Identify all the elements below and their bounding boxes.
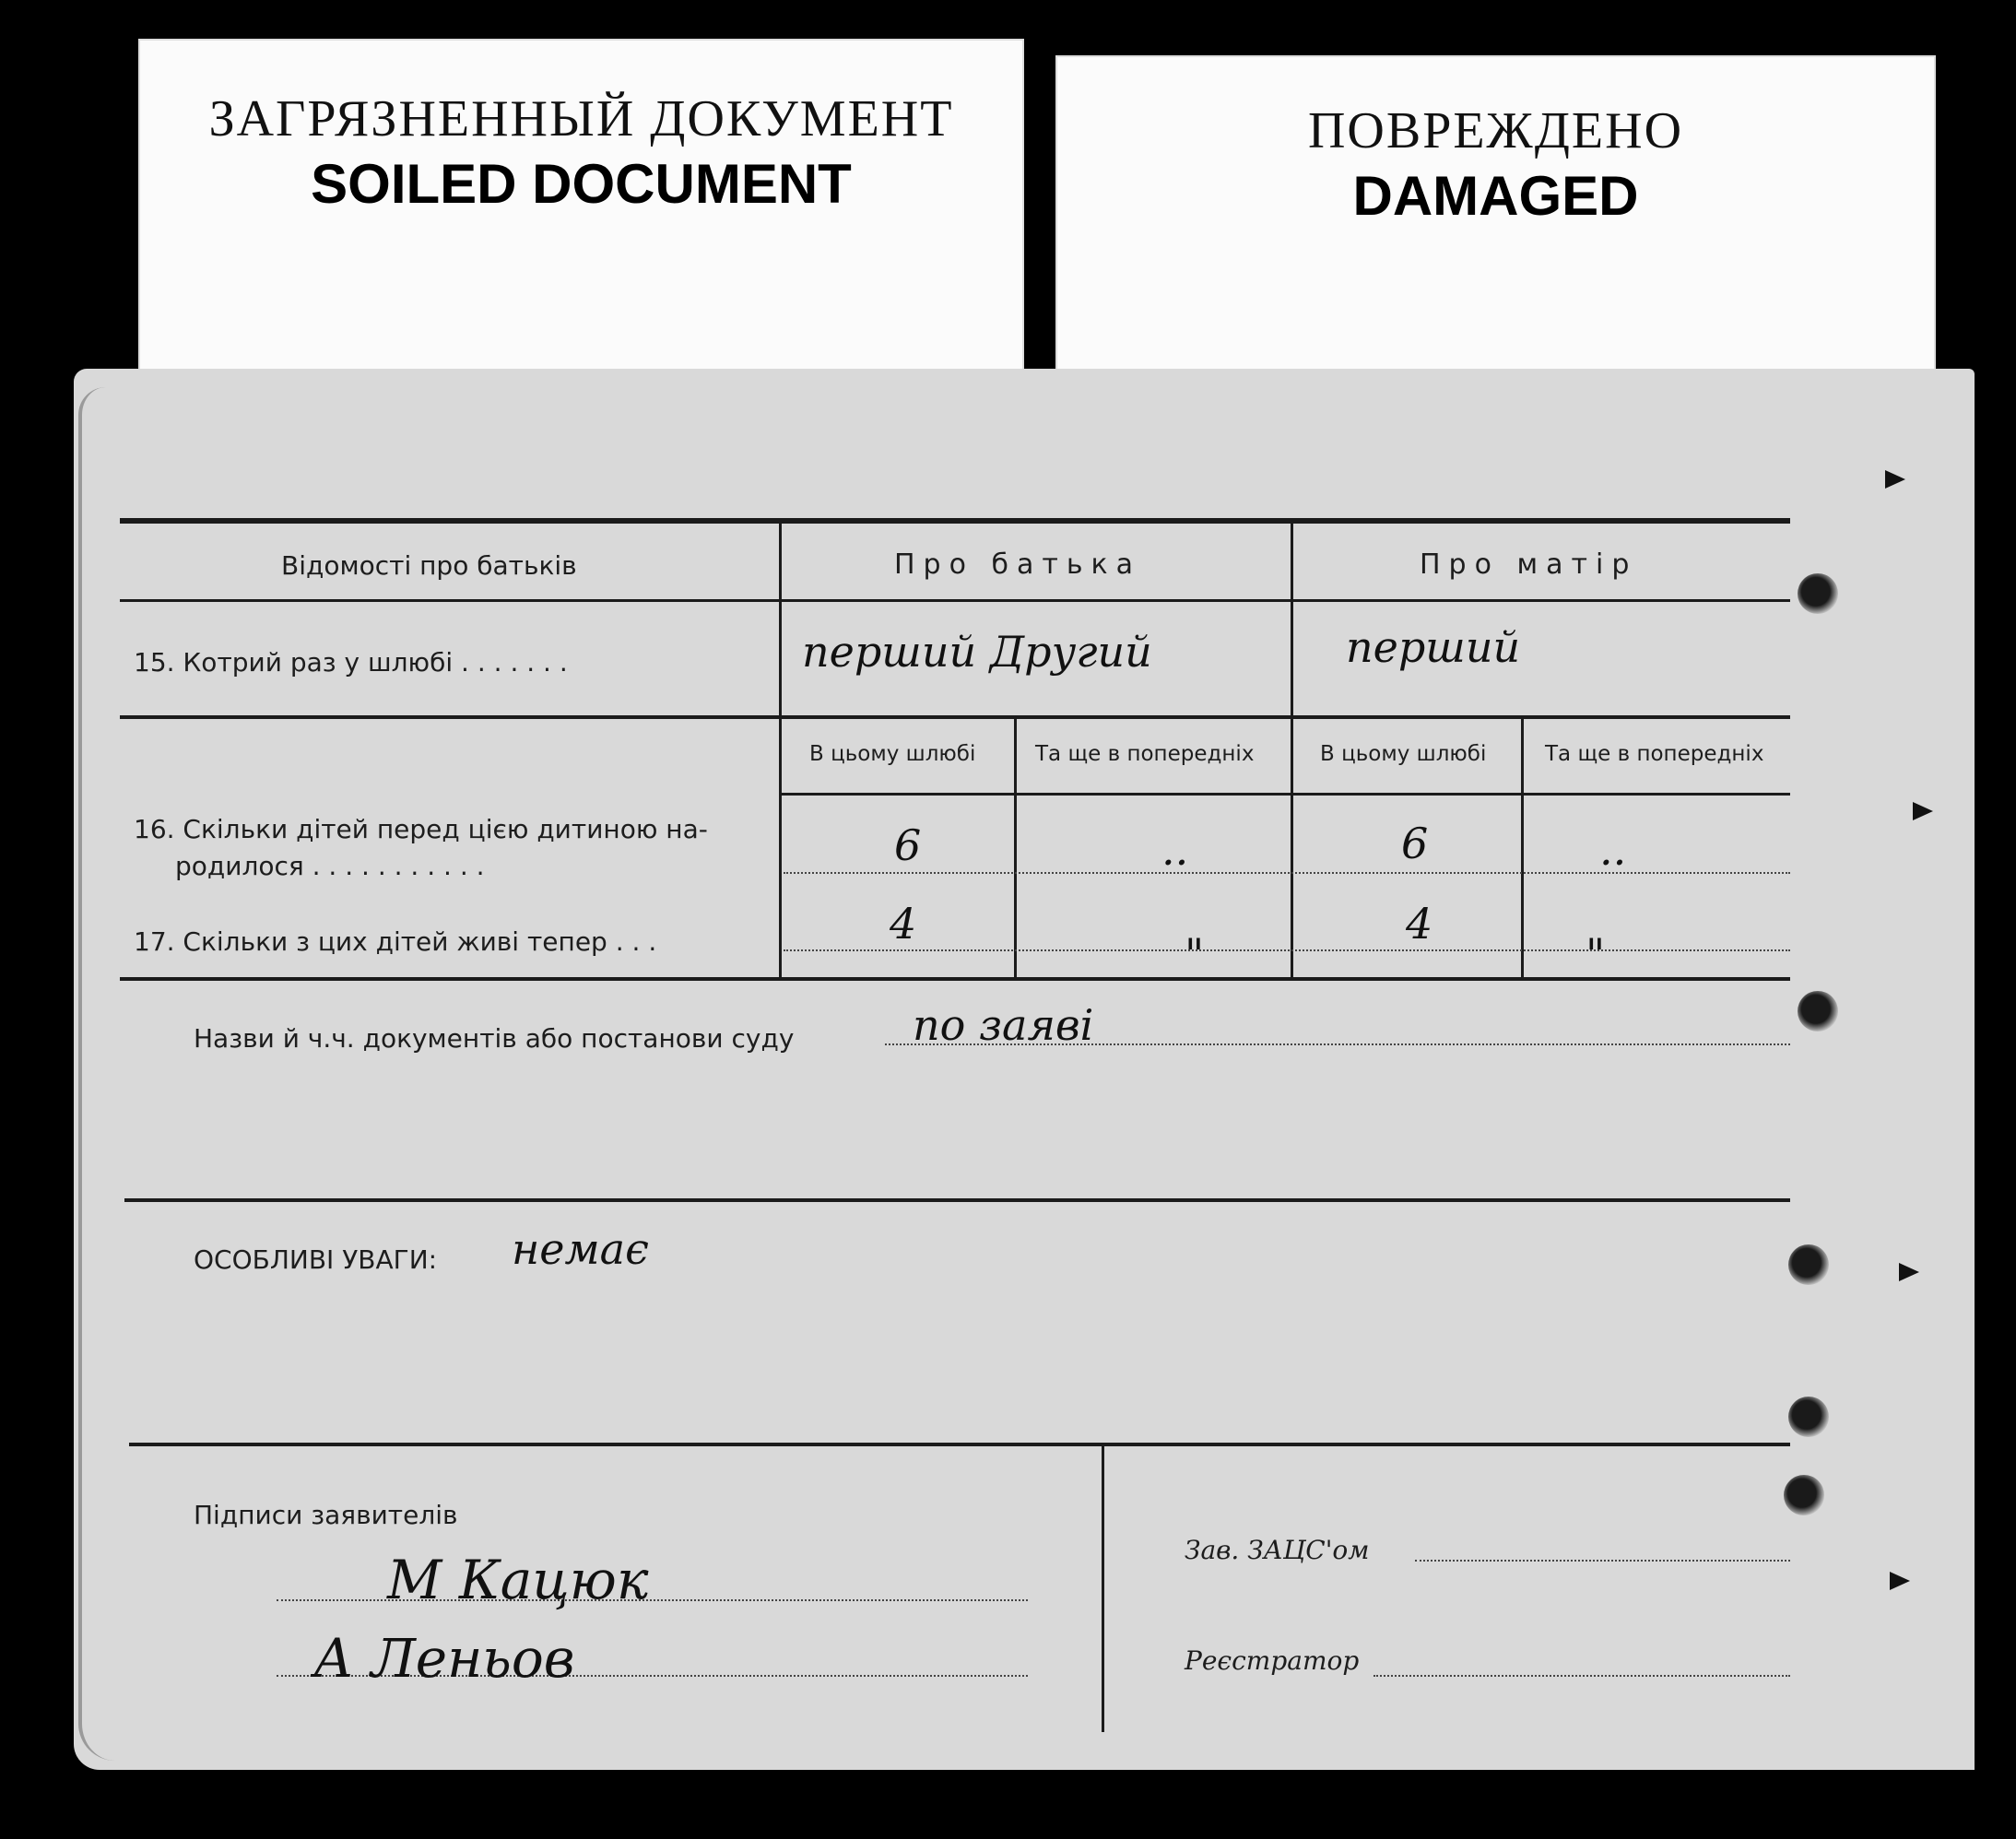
header-parents-info: Відомості про батьків bbox=[281, 550, 577, 581]
header-rule bbox=[120, 599, 1790, 602]
damaged-label-en: DAMAGED bbox=[1352, 165, 1639, 227]
row17-father-this: 4 bbox=[890, 899, 917, 949]
signature-divider bbox=[1102, 1446, 1104, 1732]
documents-label: Назви й ч.ч. документів або постанови суду bbox=[194, 1023, 795, 1054]
row16-father-this: 6 bbox=[894, 820, 922, 870]
edge-notch-2 bbox=[1913, 802, 1933, 820]
table-bottom-rule bbox=[120, 977, 1790, 981]
row15-rule bbox=[120, 715, 1790, 719]
row17-mother-this: 4 bbox=[1406, 899, 1433, 949]
punch-hole-5 bbox=[1784, 1475, 1824, 1515]
row16-mother-this: 6 bbox=[1401, 819, 1429, 868]
edge-notch-1 bbox=[1885, 470, 1905, 489]
table-top-rule bbox=[120, 518, 1790, 524]
remarks-label: ОСОБЛИВІ УВАГИ: bbox=[194, 1244, 438, 1275]
row17-label: 17. Скільки з цих дітей живі тепер . . . bbox=[134, 926, 657, 957]
signature-2: А Леньов bbox=[313, 1627, 575, 1690]
remarks-top-rule bbox=[124, 1198, 1790, 1202]
row15-father-value: перший Другий bbox=[802, 627, 1152, 677]
row16-label-line1: 16. Скільки дітей перед цією дитиною на- bbox=[134, 814, 708, 844]
punch-hole-4 bbox=[1788, 1397, 1829, 1437]
punch-hole-1 bbox=[1798, 573, 1838, 614]
soiled-document-card bbox=[138, 39, 1024, 371]
header-mother: Про матір bbox=[1420, 548, 1638, 581]
row17-father-prev: " bbox=[1185, 929, 1205, 979]
punch-hole-2 bbox=[1798, 991, 1838, 1031]
row17-mother-prev: " bbox=[1586, 929, 1606, 979]
subcol-divider-father bbox=[1014, 719, 1017, 977]
head-zags-label: Зав. ЗАЦС'ом bbox=[1185, 1535, 1370, 1565]
registrar-label: Реєстратор bbox=[1185, 1645, 1360, 1676]
signature-top-rule bbox=[129, 1443, 1790, 1446]
registrar-line bbox=[1373, 1675, 1790, 1677]
row17-dotline bbox=[784, 949, 1790, 951]
row15-label: 15. Котрий раз у шлюбі . . . . . . . bbox=[134, 647, 568, 678]
soiled-label-en: SOILED DOCUMENT bbox=[311, 153, 852, 215]
subcol-divider-mother bbox=[1521, 719, 1524, 977]
row16-mother-prev: .. bbox=[1599, 825, 1627, 875]
remarks-value: немає bbox=[512, 1224, 649, 1274]
row16-father-prev: .. bbox=[1161, 825, 1189, 875]
head-zags-line bbox=[1415, 1560, 1790, 1562]
subheader-mother-this: В цьому шлюбі bbox=[1320, 742, 1487, 766]
subheader-rule bbox=[779, 793, 1790, 796]
edge-notch-4 bbox=[1890, 1572, 1910, 1590]
sheet-curled-edge bbox=[78, 387, 128, 1761]
documents-value: по заяві bbox=[913, 1000, 1094, 1050]
damaged-label-ru: ПОВРЕЖДЕНО bbox=[1307, 102, 1684, 159]
soiled-label-ru: ЗАГРЯЗНЕННЫЙ ДОКУМЕНТ bbox=[208, 90, 954, 147]
applicants-label: Підписи заявителів bbox=[194, 1500, 458, 1530]
row16-label-line2: родилося . . . . . . . . . . . bbox=[175, 851, 485, 881]
row16-dotline bbox=[784, 872, 1790, 874]
row15-mother-value: перший bbox=[1346, 622, 1521, 672]
signature-1: М Кацюк bbox=[387, 1549, 649, 1611]
subheader-mother-prev: Та ще в попередніх bbox=[1545, 742, 1764, 766]
col-divider-2 bbox=[1291, 524, 1293, 977]
subheader-father-this: В цьому шлюбі bbox=[809, 742, 976, 766]
edge-notch-3 bbox=[1899, 1263, 1919, 1281]
damaged-document-card bbox=[1055, 55, 1936, 373]
header-father: Про батька bbox=[894, 548, 1142, 581]
punch-hole-3 bbox=[1788, 1244, 1829, 1285]
subheader-father-prev: Та ще в попередніх bbox=[1035, 742, 1255, 766]
col-divider-1 bbox=[779, 524, 782, 977]
